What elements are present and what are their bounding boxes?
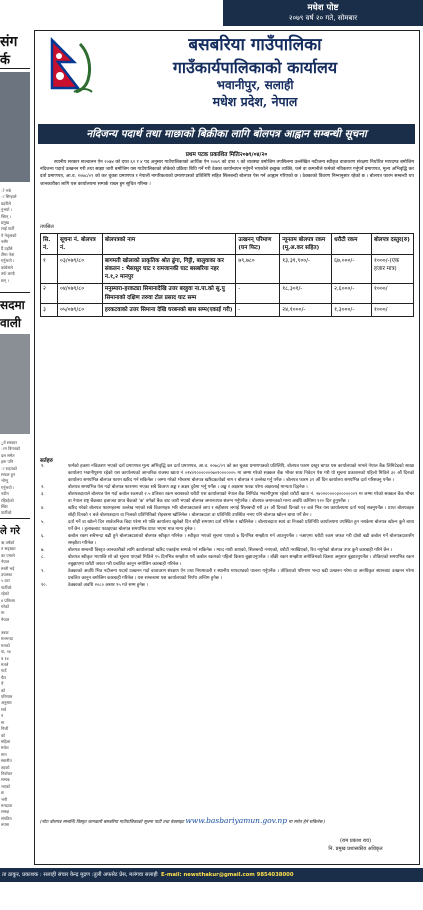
intro-text: स्थानीय सरकार सञ्चालन ऐन २०७४ को दफा ६२ र ४ पद अनुसार गाउँपालिकाको आर्थिक ऐन २०७९ को दफा ९ को व्यवस्था बमोजिम तपसिलमा उल्लेखित नदीजन्य स्वीकृत वातावरण संरक्षण निर्धारित मापदण्ड बमोजिम नदिजन्य पदार्थ उत्खनन गरी तथा साझा जारी बमोजिम यस गाउँपालिकाको तोकेको प्रक्रिया बिधि गर्ने गरी ठेक्का कार्यान्वयन गर्नुपर्ने भएकोले इच्छुक व्यक्ति, फर्म वा कम्पनीले फर्मको नविकरण गर्नुपर्ने प्रमाणपत्र, मूल्य अभिवृद्धि कर दर्ता प्रमाणपत्र, आ.व. २०७८/०९ को कर चुक्ता प्रमाणपत्र र नेपाली नागरिकताको प्रमाणपत्रको प्रतिलिपि सहित सिलबन्दी बोलपत्र पेस गर्न आह्वान गरिएको छ । ठेक्काको विवरण निम्नानुसार रहेको छ । बोलपत्र फारम सम्बन्धी थप जानकारीका लागि यस कार्यालयमा सम्पर्क राख्न हुन सूचित गरिन्छ ।: [40, 160, 414, 187]
adjacent-text-line: ो भन्ने: [1, 188, 11, 193]
adjacent-heading-top-2: र्क: [0, 53, 10, 68]
adjacent-text-line: पार्टीको: [1, 584, 12, 590]
table-header-cell: न्यूनतम बोलपत्र रकम (मू.अ.कर सहित): [280, 234, 332, 255]
condition-item: [40, 548, 414, 555]
adjacent-text-line: छ: [1, 790, 4, 796]
adjacent-text-line: भोग्नु: [1, 478, 9, 484]
table-cell: ३: [41, 304, 58, 316]
adjacent-text-line: रहिरहेको: [1, 497, 14, 503]
adjacent-text-line: समक्ष: [1, 809, 9, 815]
condition-text: दर्ता गर्ने वा खोल्ने दिन सार्वजनिक बिदा परेमा सो पछि कार्यालय खुलेको दिन सोही समयमा दर्ता गरिनेछ र खोलिनेछ । बोलपत्रदाता स्वयं वा निजको प्रतिनिधि कार्यालयमा उपस्थित हुन नसकेमा बोलपत्र खोल्न कुनै बाधा पर्ने छैन । हुलाकबाट पठाइएका बोलपत्र समयभित्र प्राप्त भएमा मात्र मान्य हुनेछ ।: [68, 520, 414, 532]
website-link[interactable]: www.basbariyamun.gov.np: [185, 816, 288, 825]
adjacent-text-line: अनुसार: [1, 700, 12, 706]
table-header-cell: बोलपत्र दस्तुर(रु): [372, 234, 414, 255]
condition-number: २.: [41, 484, 45, 490]
table-cell: १०००/: [372, 283, 414, 304]
adjacent-text-line: र्ने: [1, 681, 4, 687]
adjacent-text-line: मधेश: [1, 745, 9, 751]
condition-item: [40, 569, 414, 583]
footer-email[interactable]: E-mail: newsthakur@gmail.com 9854038000: [161, 872, 294, 878]
table-cell: ०४/०७९/८०: [57, 283, 102, 304]
adjacent-photo: [0, 72, 30, 182]
adjacent-text-line: प्रहरीले: [1, 200, 11, 206]
adjacent-text-d: [1, 630, 29, 829]
adjacent-text-line: पा, १४: [1, 649, 12, 655]
adjacent-text-line: ुर्व सरकार: [1, 440, 17, 445]
adjacent-text-line: रहेको: [1, 591, 9, 597]
tender-notice: [34, 30, 420, 865]
condition-item: [40, 534, 414, 548]
adjacent-heading-low: ले गरे: [0, 526, 20, 537]
condition-number: १०.: [41, 583, 48, 589]
adjacent-text-line: सफल हुन: [1, 472, 16, 478]
adjacent-text-line: त सङ्ख्या: [1, 546, 16, 552]
adjacent-text-line: ४ प्रतिशत: [1, 597, 15, 603]
condition-item: [40, 520, 414, 534]
adjacent-text-line: कांग्रेसले: [1, 264, 13, 270]
condition-text: बोलपत्र समयभित्र पेस गर्दा बोलपत्र फारममा भएका सबै विवरण अङ्क र अक्षर दुवैमा भर्नु पर्नेछ । अङ्क र अक्षरमा फरक परेमा अक्षरलाई मान्यता दिइनेछ ।: [68, 484, 308, 490]
condition-number: ९.: [41, 569, 45, 575]
adjacent-text-line: भनी: [1, 796, 8, 802]
adjacent-text-line: गर्नुभयो ।: [1, 484, 15, 490]
adjacent-text-line: निजी: [1, 726, 9, 732]
adjacent-text-line: तहको: [1, 764, 10, 770]
adjacent-text-b: [1, 440, 29, 517]
adjacent-text-line: महिला: [1, 738, 11, 744]
adjacent-rule: [0, 518, 30, 519]
conditions-heading: सर्तहरु: [40, 458, 53, 464]
table-cell: १८,३०१/-: [280, 283, 332, 304]
condition-text: खरिद गरेको बोलपत्र फारमहरुमा उल्लेख भएको सबै विवरणहरु भरि बोलपत्रदाताले छाप र सहीछाप लगाई सिलबन्दी गरी ३१ औं दिनको दिनको १२ बजे भित्र यस कार्यालयमा दर्ता गराई सक्नुपर्नेछ । प्राप्त बोलपत्रहरु सोही दिनको १ बजे बोलपत्रदाता वा निजको प्रतिनिधिको रोहबरमा खोलिनेछ । बोलपत्रदाता वा प्रतिनिधि उपस्थित नभए पनि बोलपत्र खोल्न बाधा पर्ने छैन ।: [68, 506, 414, 518]
office-address: भवानीपुर, सलाही: [216, 78, 294, 92]
condition-text: ठेक्काको अवधि भित्र नदीजन्य पदार्थ उत्खनन गर्दा वातावरण संरक्षण ऐन तथा नियमावली र स्थानीय मापदण्डको पालना गर्नुपर्नेछ । तोकिएको परिमाण भन्दा बढी उत्खनन गरेमा वा अनधिकृत स्थानबाट उत्खनन गरेमा प्रचलित कानुन बमोजिम कारबाही गरिनेछ । यस सम्बन्धमा यस कार्यालयको निर्णय अन्तिम हुनेछ ।: [68, 569, 414, 581]
table-cell: १०००/: [372, 304, 414, 316]
table-header-cell: धरौटी रकम: [332, 234, 372, 255]
adjacent-text-line: नेपाल: [1, 559, 10, 565]
adjacent-heading-mid: सदमा: [0, 298, 25, 312]
adjacent-text-line: टीमा नेता: [1, 252, 15, 258]
adjacent-text-line: मस्ती भई: [1, 565, 15, 571]
table-cell: १: [41, 255, 58, 284]
office-province: मधेश प्रदेश, नेपाल: [212, 94, 298, 109]
condition-text: फर्मको हकमा नविकरण भएको दर्ता प्रमाणपत्र मूल्य अभिवृद्धि कर दर्ता प्रमाणपत्र, आ.व. २०७८/०९ को कर चुक्ता प्रमाणपत्रको प्रतिलिपि, बोलपत्र फारम दस्तुर बापत यस कार्यालयको नामले नेपाल बैंक लिमिटेडको साखा कार्यालय भवानीपुरमा रहेको यस कार्यालयको आन्तरिक राजस्व खाता नं ०२४०१०००००००७०१००००००५ मा जम्मा गरेको सक्कल बैंक भौचर साथ निवेदन पेस गरी यो सूचना प्रकाशनको पहिलो मितिले ३० औं दिनको कार्यालय समयभित्र बोलपत्र फारम खरिद गर्न सकिनेछ । जम्मा गरेको भौचरमा बोलपत्र खरिदकर्ताको नाम र बोलपत्र नं उल्लेख गर्नु पर्नेछ । बोलपत्र फारम ३१ औं दिन कार्यालय समयभित्र दर्ता गरिसक्नु पर्नेछ ।: [68, 464, 414, 483]
adjacent-text-line: दल समेत: [1, 452, 15, 458]
condition-number: ३.: [41, 492, 45, 497]
adjacent-text-line: न्छिन् ।: [1, 213, 11, 219]
table-cell: १३,३१,९००/-: [280, 255, 332, 284]
adjacent-text-a: [1, 188, 29, 284]
table-row: [41, 283, 414, 304]
adjacent-text-line: रुपमा: [1, 822, 10, 828]
condition-item: [40, 583, 414, 590]
table-label: तपसिल: [40, 224, 54, 230]
table-cell: ६७,०००/-: [332, 255, 372, 284]
adjacent-text-line: निर्वाचन: [1, 770, 13, 776]
adjacent-text-line: मतले: [1, 662, 9, 668]
adjacent-text-line: प्रमुख: [1, 220, 9, 226]
adjacent-text-line: स्थानीय: [1, 758, 12, 764]
table-cell: -: [236, 304, 280, 316]
table-header-cell: बोलपत्रको नाम: [102, 234, 235, 255]
adjacent-text-line: गरेको: [1, 604, 9, 610]
table-header-cell: उत्खनन् परिमाण (घन फिट): [236, 234, 280, 255]
publish-date: प्रथम पटक प्रकाशित मितिः२०७९/०४/२०: [185, 152, 268, 158]
footnote-text: (नोटः बोलपत्र सम्बन्धि विस्तृत जानकारी बसबरिया गाउँपालिकाको सूचना पाटी तथा वेबसाइट: [40, 820, 184, 825]
office-header: [95, 34, 415, 110]
adjacent-text-line: भएको: [1, 783, 11, 789]
adjacent-text-c: [1, 540, 29, 623]
condition-text: ठेक्काको अवधि २०८० असार १५ गते सम्म हुनेछ ।: [68, 583, 148, 589]
adjacent-text-line: तर्फ लाग्दै: [1, 271, 15, 277]
condition-number: ५.: [41, 520, 45, 525]
adjacent-text-line: मा: [1, 610, 5, 616]
masthead: [223, 0, 423, 26]
conditions-list: [40, 464, 414, 591]
table-cell: -: [236, 283, 280, 304]
adjacent-text-line: पार्टीको: [1, 510, 12, 516]
footnote: [40, 818, 414, 827]
signer-name: (राम प्रकाश राय): [339, 838, 372, 844]
adjacent-text-line: नसँग: [1, 239, 9, 245]
adjacent-text-line: मतभन्दा: [1, 636, 13, 642]
adjacent-photo-2: [0, 334, 30, 434]
adjacent-text-line: ५ वटा: [1, 578, 10, 584]
table-cell: २: [41, 283, 58, 304]
masthead-dateline: २०७९ वर्ष २० गते, सोमबार: [288, 14, 358, 22]
adjacent-text-line: स्थिर: [1, 504, 8, 510]
top-strip: [0, 0, 423, 30]
adjacent-column: [0, 30, 30, 865]
table-header-cell: सूचना नं. बोलपत्र नं.: [57, 234, 102, 255]
adjacent-text-line: हरू पनि: [1, 459, 14, 465]
adjacent-rule: [0, 292, 30, 293]
condition-text: बोलपत्र स्वीकृत भएपछि सो को सूचना पाएको मितिले १५ दिनभित्र सम्झौता गरी कबोल रकमको पहिलो किस्ता बुझाउनुपर्नेछ । बाँकी रकम सम्झौता बमोजिमको किस्ता अनुसार बुझाउनुपर्नेछ । तोकिएको समयभित्र रकम नबुझाएमा धरौटी जफत गरी प्रचलित कानुन बमोजिम कारबाही गरिनेछ ।: [68, 555, 414, 567]
footer-credits: ता ठाकुर, प्रकाशक : सलाही संचार केन्द्र मुद्रण :तुली अफसेट प्रेस, मलंगवा सलाही: [2, 872, 158, 878]
adjacent-text-line: गाउँ: [1, 668, 7, 674]
adjacent-text-line: मतको: [1, 642, 10, 648]
adjacent-text-line: संगठित: [1, 815, 12, 821]
notice-title: नदिजन्य पदार्थ तथा माछाको बिक्रीका लागि बोलपत्र आह्वान सम्बन्धी सूचना: [38, 124, 415, 144]
adjacent-text-line: ा राहतको: [1, 465, 17, 471]
adjacent-text-line: उपलब्ध: [1, 572, 12, 578]
table-row: [41, 304, 414, 316]
masthead-name: मधेश पोष्ट: [307, 3, 339, 13]
condition-number: ४.: [41, 506, 45, 511]
condition-number: ७.: [41, 548, 45, 553]
adjacent-text-line: सर्व: [1, 706, 6, 712]
condition-item: [40, 506, 414, 520]
condition-number: १.: [41, 464, 45, 469]
table-cell: ७९,७८०: [236, 255, 280, 284]
adjacent-text-line: नेपाल: [1, 616, 10, 622]
table-row: [41, 255, 414, 284]
adjacent-text-line: परिणाम: [1, 694, 13, 700]
condition-number: ६.: [41, 534, 45, 539]
condition-item: [40, 555, 414, 569]
adjacent-text-line: सम्पन्न: [1, 777, 10, 783]
table-header-cell: सि. नं.: [41, 234, 58, 255]
adjacent-heading-top: संग: [0, 34, 18, 50]
adjacent-text-line: का एमाले: [1, 552, 15, 558]
adjacent-heading-mid-2: वाली: [0, 316, 22, 330]
footer-bar: [0, 868, 423, 882]
adjacent-text-line: माग: [1, 751, 7, 757]
table-cell: ०३/०७९/८०: [57, 255, 102, 284]
adjacent-text-line: ने नेतृत्वको: [1, 232, 17, 238]
adjacent-text-line: गर्नुभयो ।: [1, 258, 15, 264]
bid-table: [40, 233, 414, 317]
table-cell: १०००/-(एक हजार मात्र): [372, 255, 414, 284]
condition-text: बोलपत्रदाताले बोलपत्र पेस गर्दा कबोल रकमको २.५ प्रतिशत रकम बराबरको धरौटी यस कार्यालयको नेपाल बैंक लिमिटेड भवानीपुरमा रहेको धरौटी खाता नं. २४०२०००००३०००००००९ मा जम्मा गरेको सक्कल बैंक भौचर वा नेपाल राष्ट्र बैंकबाट इजाजत प्राप्त बैंकको 'क' वर्गको बैंक बाट जारी भएको बोलपत्र जमानतपत्र संलग्न गर्नुपर्नेछ । बोलपत्र जमानतको मान्य अवधि कम्तिमा १२० दिन हुनुपर्नेछ ।: [68, 492, 414, 504]
adjacent-text-line: ऋ वर्षको: [1, 540, 15, 545]
adjacent-text-line: छन् ।: [1, 277, 9, 283]
table-cell: २,६०००/-: [332, 283, 372, 304]
adjacent-text-line: व १४: [1, 655, 9, 661]
footnote-tail: मा समेत हेर्न सकिनेछ ): [288, 820, 326, 825]
intro-paragraph: [40, 159, 414, 188]
adjacent-text-line: ाम विगतको: [1, 446, 20, 452]
condition-item: [40, 464, 414, 484]
adjacent-text-line: न: [1, 713, 4, 719]
table-cell: बागमती खोलाको प्राकृतिक श्रोत ढुंगा, गिट्टी, बालुवाका कर संकलन : भैसासुर घाट र रामजानकी घाट बसबरिया नहर न.१,२ मानपुर: [102, 255, 235, 284]
adjacent-text-line: को: [1, 687, 6, 693]
signer-title: नि. प्रमुख प्रशासकीय अधिकृत: [328, 846, 383, 852]
table-cell: हरकटवाको उत्तर सिमाना देखि घरबनको बास सम्म(एकाई गरी): [102, 304, 235, 316]
adjacent-text-line: को: [1, 732, 6, 738]
adjacent-text-line: र्दै उहाँले: [1, 245, 13, 251]
table-cell: ०५/०७९/८०: [57, 304, 102, 316]
adjacent-text-line: नुभयो ।: [1, 207, 13, 213]
office-subname: गाउँकार्यपालिकाको कार्यालय: [172, 58, 338, 77]
adjacent-rule: [0, 68, 30, 69]
condition-item: [40, 492, 414, 506]
adjacent-text-line: नवीन: [1, 491, 9, 497]
table-cell: २४,१०००/-: [280, 304, 332, 316]
adjacent-text-line: मा: [1, 719, 5, 725]
condition-text: कबोल रकम सबैभन्दा बढी हुने बोलपत्रदाताको बोलपत्र स्वीकृत गरिनेछ । स्वीकृत भएको सूचना पाएको ७ दिनभित्र सम्झौता गर्न आउनुपर्नेछ । नआएमा धरौटी रकम जफत गरी दोस्रो बढी कबोल गर्ने बोलपत्रदातासँग सम्झौता गरिनेछ ।: [68, 534, 414, 546]
condition-item: [40, 485, 414, 492]
condition-text: बोलपत्र सम्बन्धी विस्तृत जानकारीको लागि कार्यालयको खरिद एकाईमा सम्पर्क गर्न सकिनेछ । म्याद नाघी आएको, सिलबन्दी नभएको, धरौटी नराखिएको, रित नपुगेको बोलपत्र उपर कुनै कारबाही गरिने छैन ।: [68, 548, 393, 553]
table-cell: मनुस्मारा-हरकट्या सिमानादेखि उत्तर बरहुवा ना.पा.को सु.पु सिमानाको दक्षिण तरुवा टोल प्रसाद घाट सम्म: [102, 283, 235, 304]
adjacent-text-line: चैत: [1, 674, 6, 680]
table-header-row: [41, 234, 414, 255]
adjacent-text-line: लाई पार्टी: [1, 226, 15, 232]
table-cell: १,३०००/-: [332, 304, 372, 316]
adjacent-text-line: ा सिन्हाले: [1, 194, 17, 200]
signature-block: [293, 837, 418, 853]
nepal-emblem-icon: [44, 36, 96, 96]
condition-number: ८.: [41, 555, 45, 561]
adjacent-text-line: तबाट: [1, 630, 9, 635]
office-name: बसबरिया गाउँपालिका: [188, 35, 322, 55]
adjacent-text-line: मतदाता: [1, 802, 13, 808]
